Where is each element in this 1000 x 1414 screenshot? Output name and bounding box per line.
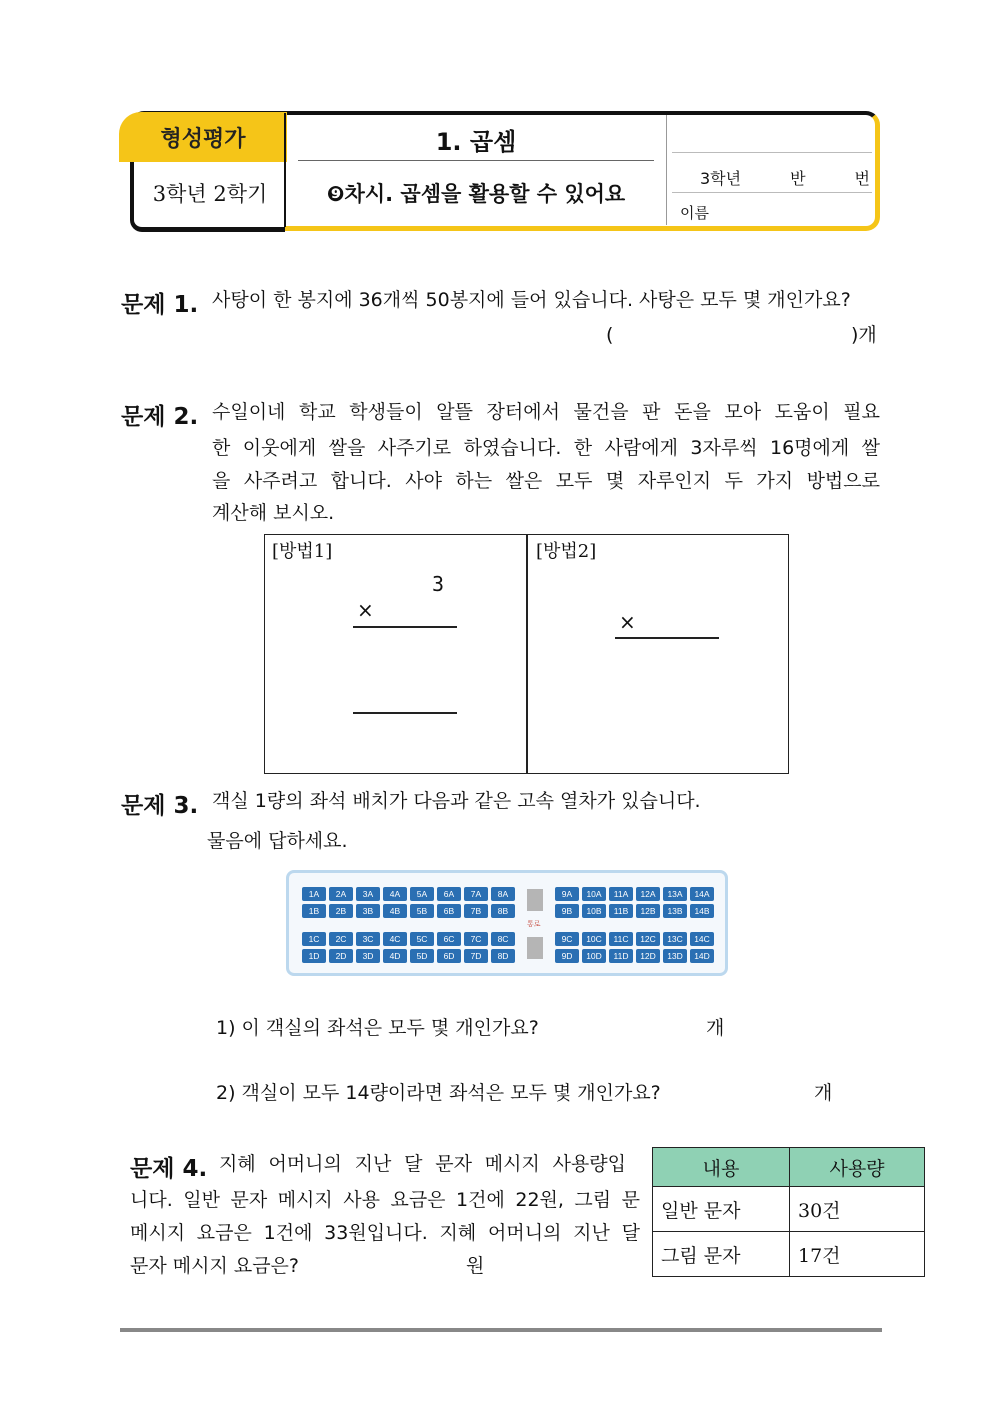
seat: 7C [464,932,488,946]
problem1-paren-open: ( [606,324,614,346]
seat: 12A [636,887,660,901]
name-label: 이름 [680,204,709,222]
info-rule-top [672,152,872,153]
table-row [653,1187,925,1232]
aisle-block [527,937,543,959]
problem4-line4: 문자 메시지 요금은? [130,1255,299,1277]
seat: 5B [410,904,434,918]
seat: 4A [383,887,407,901]
seat: 9C [555,932,579,946]
seat: 1A [302,887,326,901]
problem4-label: 문제 4. [130,1156,208,1182]
table-cell: 일반 문자 [653,1187,790,1232]
problem3-q1: 1) 이 객실의 좌석은 모두 몇 개인가요? [216,1017,539,1039]
method1-digit: 3 [432,572,445,596]
seat: 9B [555,904,579,918]
problem4-line3: 메시지 요금은 1건에 33원입니다. 지혜 어머니의 지난 달 [130,1222,640,1244]
table-cell: 30건 [790,1187,925,1232]
grade-label: 3학년 [700,169,742,188]
assessment-tag: 형성평가 [119,112,287,162]
header-divider [284,113,286,227]
table-row [653,1232,925,1277]
seat: 11C [609,932,633,946]
seat: 7A [464,887,488,901]
seat: 1B [302,904,326,918]
seat: 9D [555,949,579,963]
seat: 11A [609,887,633,901]
problem2-label: 문제 2. [121,404,199,430]
problem2-line1: 수일이네 학교 학생들이 알뜰 장터에서 물건을 판 돈을 모아 도움이 필요 [212,401,880,423]
aisle-block [527,889,543,911]
problem2-line4: 계산해 보시오. [212,502,335,524]
seat: 14D [690,949,714,963]
method1-times-sign: × [357,598,374,622]
seat: 9A [555,887,579,901]
term-label: 3학년 2학기 [152,182,268,206]
problem1-label: 문제 1. [121,292,199,318]
lesson-subtitle: ❾차시. 곱셈을 활용할 수 있어요 [326,182,626,206]
seat-map [286,870,728,976]
seat: 14B [690,904,714,918]
seat: 8B [491,904,515,918]
seat: 7D [464,949,488,963]
seat: 10B [582,904,606,918]
seat: 2D [329,949,353,963]
unit-title: 1. 곱셈 [435,128,517,156]
seat: 4D [383,949,407,963]
seat: 2B [329,904,353,918]
info-divider [666,115,667,225]
seat: 6D [437,949,461,963]
seat: 14A [690,887,714,901]
method2-label: [방법2] [536,541,597,562]
class-label: 반 [790,169,806,188]
seat: 5C [410,932,434,946]
problem3-q2-unit: 개 [814,1082,833,1104]
method2-times-sign: × [619,610,636,634]
seat: 10A [582,887,606,901]
info-rule-bottom [672,192,872,193]
seat: 11B [609,904,633,918]
seat: 10C [582,932,606,946]
aisle-label: 통로 [527,920,541,928]
seat: 1C [302,932,326,946]
problem4-unit: 원 [466,1255,485,1277]
seat: 13A [663,887,687,901]
seat: 3C [356,932,380,946]
usage-table [652,1147,925,1277]
seat: 2C [329,932,353,946]
seat: 2A [329,887,353,901]
seat: 8C [491,932,515,946]
table-header-usage: 사용량 [790,1148,925,1187]
method2-line [615,637,719,639]
problem4-line1: 지혜 어머니의 지난 달 문자 메시지 사용량입 [219,1153,626,1175]
problem3-line1: 객실 1량의 좌석 배치가 다음과 같은 고속 열차가 있습니다. [212,790,701,812]
problem3-q2: 2) 객실이 모두 14량이라면 좌석은 모두 몇 개인가요? [216,1082,661,1104]
problem2-line2: 한 이웃에게 쌀을 사주기로 하였습니다. 한 사람에게 3자루씩 16명에게 쌀 [212,437,880,459]
grade-class-number [700,166,870,189]
seat: 6B [437,904,461,918]
seat: 14C [690,932,714,946]
seat: 5A [410,887,434,901]
problem4-line2: 니다. 일반 문자 메시지 사용 요금은 1건에 22원, 그림 문 [130,1189,640,1211]
method1-label: [방법1] [272,541,333,562]
method1-line-2 [353,712,457,714]
seat: 6C [437,932,461,946]
seat: 5D [410,949,434,963]
seat: 12D [636,949,660,963]
table-cell: 17건 [790,1232,925,1277]
seat: 13B [663,904,687,918]
seat: 13C [663,932,687,946]
seat: 4B [383,904,407,918]
seat: 10D [582,949,606,963]
seat: 12B [636,904,660,918]
problem1-paren-close: )개 [851,324,877,346]
seat: 7B [464,904,488,918]
seat: 1D [302,949,326,963]
problem3-q1-unit: 개 [706,1017,725,1039]
method-divider [526,534,528,774]
method1-line-1 [353,626,457,628]
problem3-label: 문제 3. [121,793,199,819]
seat: 6A [437,887,461,901]
seat: 3D [356,949,380,963]
bottom-rule [120,1328,882,1332]
title-rule [298,160,654,161]
problem2-line3: 을 사주려고 합니다. 사야 하는 쌀은 모두 몇 자루인지 두 가지 방법으로 [212,470,880,492]
problem1-text: 사탕이 한 봉지에 36개씩 50봉지에 들어 있습니다. 사탕은 모두 몇 개인가요? [212,289,851,311]
problem3-line2: 물음에 답하세요. [207,830,348,852]
seat: 8A [491,887,515,901]
seat: 3B [356,904,380,918]
seat: 4C [383,932,407,946]
seat: 11D [609,949,633,963]
seat: 12C [636,932,660,946]
number-label: 번 [854,169,870,188]
table-header-content: 내용 [653,1148,790,1187]
seat: 8D [491,949,515,963]
seat: 3A [356,887,380,901]
seat: 13D [663,949,687,963]
table-cell: 그림 문자 [653,1232,790,1277]
table-header-row [653,1148,925,1187]
